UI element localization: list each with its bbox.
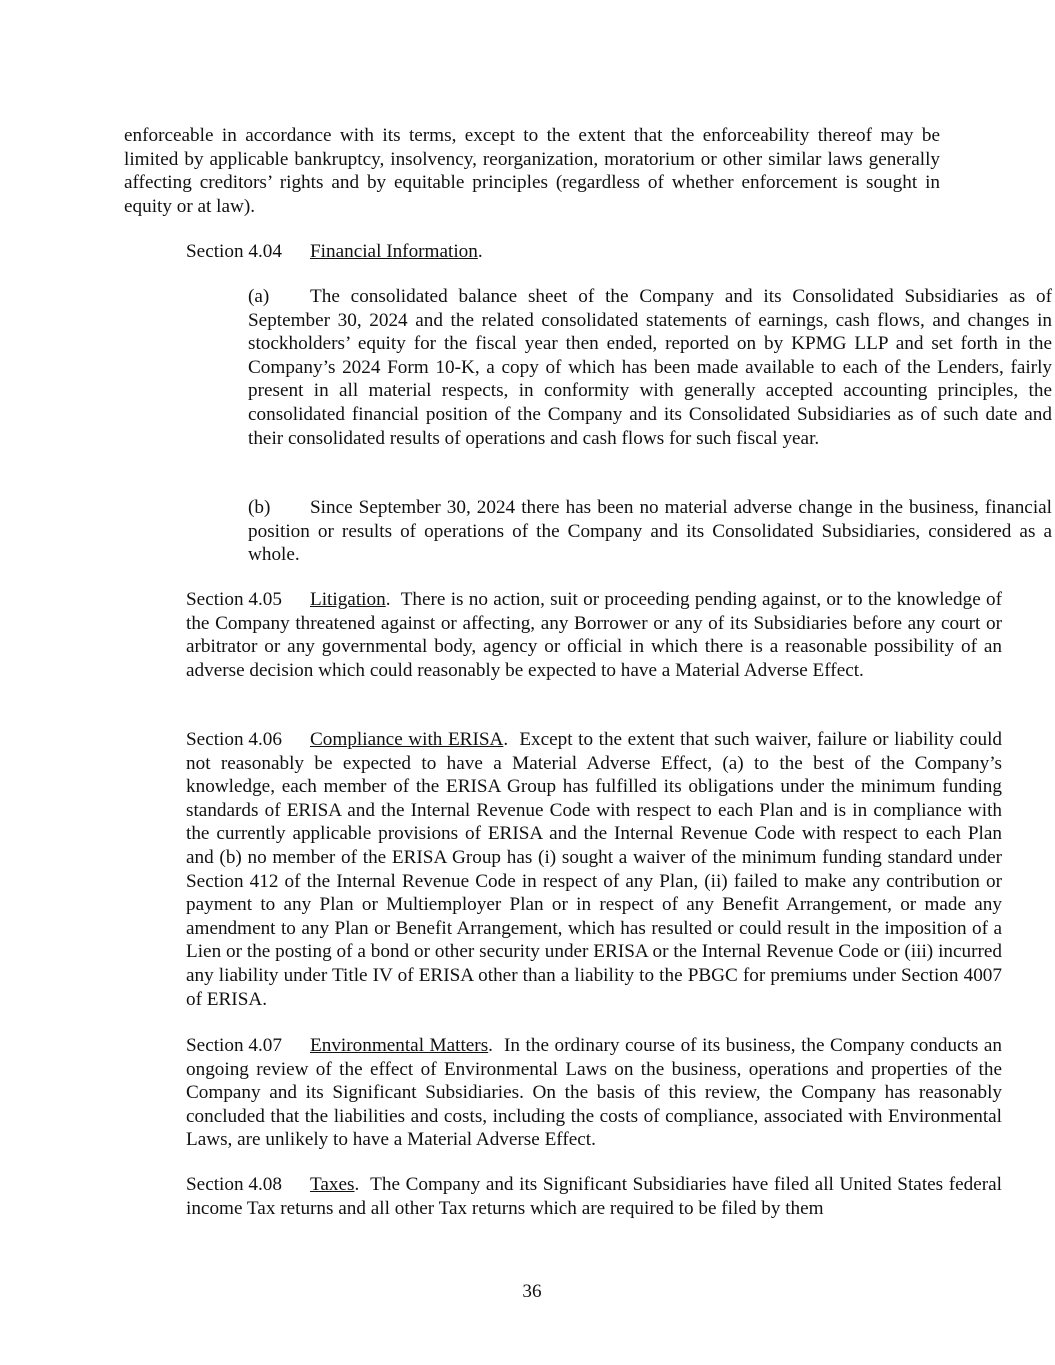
section-4-04 (124, 240, 1002, 264)
section-4-08 (124, 1173, 1002, 1220)
heading-punctuation: . (354, 1174, 360, 1195)
subsection-text: The consolidated balance sheet of the Company and its Consolidated Subsidiaries as of September 30, 2024 and the related consolidated statements of earnings, cash flows, and changes in stockholders’ equity for the fiscal year then ended, reported on by KPMG LLP and set forth in the Company’s 2024 Form 10-K, a copy of which has been made available to each of the Lenders, fairly present in all material respects, in conformity with generally accepted accounting principles, the consolidated financial position of the Company and its Consolidated Subsidiaries as of such date and their consolidated results of operations and cash flows for such fiscal year. (248, 286, 1052, 449)
heading-punctuation: . (503, 729, 509, 750)
section-number: Section 4.08 (186, 1174, 282, 1195)
section-text: Except to the extent that such waiver, failure or liability could not reasonably be expected to have a Material Adverse Effect, (a) to the best of the Company’s knowledge, each member of the ERISA Group has fulfilled its obligations under the minimum funding standards of ERISA and the Internal Revenue Code with respect to each Plan and is in compliance with the currently applicable provisions of ERISA and the Internal Revenue Code with respect to each Plan and (b) no member of the ERISA Group has (i) sought a waiver of the minimum funding standard under Section 412 of the Internal Revenue Code in respect of any Plan, (ii) failed to make any contribution or payment to any Plan or Multiemployer Plan or in respect of any Benefit Arrangement, or made any amendment to any Plan or Benefit Arrangement, which has resulted or could result in the imposition of a Lien or the posting of a bond or other security under ERISA or the Internal Revenue Code or (iii) incurred any liability under Title IV of ERISA other than a liability to the PBGC for premiums under Section 4007 of ERISA. (186, 729, 1002, 1010)
section-number: Section 4.07 (186, 1035, 282, 1056)
section-number: Section 4.05 (186, 589, 282, 610)
heading-punctuation: . (488, 1035, 493, 1056)
continuation-paragraph: enforceable in accordance with its terms, except to the extent that the enforceability thereof may be limited by applicable bankruptcy, insolvency, reorganization, moratorium or other similar laws generally affecting creditors’ rights and by equitable principles (regardless of whether enforcement is sought in equity or at law). (124, 125, 940, 217)
section-heading: Environmental Matters (310, 1035, 489, 1056)
section-4-07 (124, 1034, 1002, 1152)
section-text: In the ordinary course of its business, the Company conducts an ongoing review of the effect of Environmental Laws on the business, operations and properties of the Company and its Significant Subsidiaries. On the basis of this review, the Company has reasonably concluded that the liabilities and costs, including the costs of compliance, associated with Environmental Laws, are unlikely to have a Material Adverse Effect. (186, 1035, 1003, 1151)
subsection-4-04-a (136, 285, 1052, 450)
section-number: Section 4.06 (186, 729, 282, 750)
page-number: 36 (522, 1281, 542, 1302)
heading-punctuation: . (477, 241, 483, 262)
section-text: The Company and its Significant Subsidiaries have filed all United States federal income Tax returns and all other Tax returns which are required to be filed by them (186, 1174, 1002, 1219)
section-heading: Financial Information (310, 241, 478, 262)
section-heading: Litigation (310, 589, 386, 610)
heading-punctuation: . (385, 589, 391, 610)
subsection-text: Since September 30, 2024 there has been no material adverse change in the business, financial position or results of operations of the Company and its Consolidated Subsidiaries, considered as a whole. (248, 497, 1052, 566)
section-text: There is no action, suit or proceeding pending against, or to the knowledge of the Company threatened against or affecting, any Borrower or any of its Subsidiaries before any court or arbitrator or any governmental body, agency or official in which there is a reasonable possibility of an adverse decision which could reasonably be expected to have a Material Adverse Effect. (186, 589, 1003, 681)
section-4-05 (124, 588, 1002, 682)
document-page (124, 0, 1052, 1365)
section-heading: Taxes (310, 1174, 355, 1195)
section-number: Section 4.04 (186, 241, 282, 262)
subsection-label: (a) (248, 286, 270, 307)
section-heading: Compliance with ERISA (310, 729, 504, 750)
section-4-06 (124, 728, 1002, 1011)
subsection-4-04-b (136, 496, 1052, 567)
subsection-label: (b) (248, 497, 271, 518)
